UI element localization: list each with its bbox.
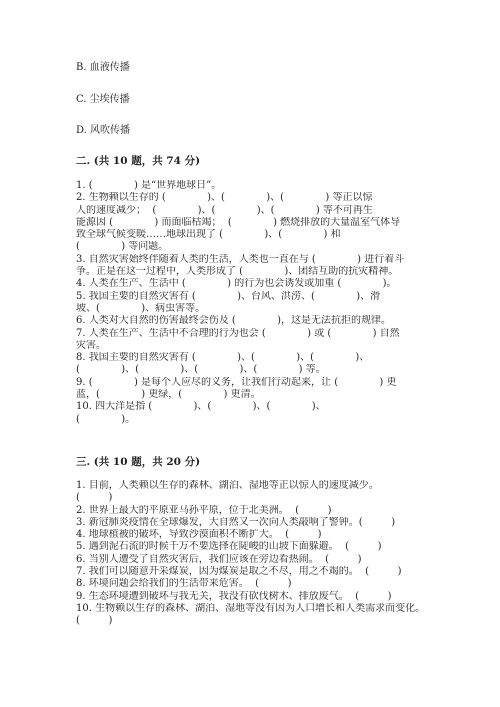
option-c: C. 尘埃传播: [76, 94, 130, 105]
text-line: 争。正是在这一过程中，人类形成了 ( )、团结互助的抗灾精神。: [76, 266, 399, 278]
text-line: 7. 人类在生产、生活中不合理的行为也会 ( ) 或 ( ) 自然: [76, 327, 400, 339]
text-line: 6. 人类对大自然的伤害最终会伤及 ( )，这是无法抗拒的规律。: [76, 315, 392, 327]
text-line: 5. 遇到泥石流的时候千万不要选择在陡峻的山坡下面躲避。 ( ): [76, 541, 382, 553]
text-line: ( )。: [76, 413, 136, 425]
option-b: B. 血液传播: [76, 62, 130, 73]
text-line: 4. 人类在生产、生活中 ( ) 的行为也会诱发或加重 ( )。: [76, 278, 397, 290]
text-line: 3. 新冠肺炎疫情在全球爆发，大自然又一次向人类敲响了警钟。( ): [76, 516, 396, 528]
section-2-body: [76, 180, 436, 426]
text-line: 3. 自然灾害始终伴随着人类的生活，人类也一直在与 ( ) 进行着斗: [76, 253, 405, 265]
text-line: 坡、( )、病虫害等。: [76, 302, 206, 314]
text-line: ( )、( )、( )、( ) 等。: [76, 364, 326, 376]
text-line: 7. 我们可以随意开采煤炭，因为煤炭是取之不尽，用之不竭的。 ( ): [76, 566, 402, 578]
text-line: 6. 当别人遭受了自然灾害后，我们应该在旁边看热闹。 ( ): [76, 553, 362, 565]
text-line: 人的速度减少； ( )、( )、( ) 等不可再生: [76, 204, 373, 216]
text-line: 能源因 ( ) 而面临枯竭； ( ) 燃烧排放的大量温室气体导: [76, 216, 401, 228]
section-3-body: [76, 480, 436, 628]
text-line: 2. 世界上最大的平原亚马孙平原，位于北美洲。 ( ): [76, 504, 332, 516]
text-line: 8. 环境问题会给我们的生活带来危害。 ( ): [76, 578, 292, 590]
text-line: ( ) 等问题。: [76, 241, 169, 253]
text-line: 9. ( ) 是每个人应尽的义务，让我们行动起来，让 ( ) 更: [76, 376, 397, 388]
text-line: ( ): [76, 492, 113, 504]
text-line: 10. 生物赖以生存的森林、湖泊、湿地等没有因为人口增长和人类需求而变化。: [76, 602, 426, 614]
text-line: 致全球气候变暖……地球出现了 ( )、( ) 和: [76, 229, 341, 241]
text-line: 9. 生态环境遭到破坏与我无关，我没有砍伐树木、排放废气。 ( ): [76, 590, 392, 602]
text-line: ( ): [76, 615, 113, 627]
text-line: 1. 目前，人类赖以生存的森林、湖泊、湿地等正以惊人的速度减少。: [76, 480, 379, 491]
text-line: 灾害。: [76, 339, 106, 351]
text-line: 蓝，( ) 更绿，( ) 更清。: [76, 389, 261, 401]
text-line: 10. 四大洋是指 ( )、( )、( )、: [76, 401, 326, 413]
text-line: 5. 我国主要的自然灾害有 ( )、台风、洪涝、( )、滑: [76, 290, 381, 302]
text-line: 2. 生物赖以生存的 ( )、( )、( ) 等正以惊: [76, 192, 373, 204]
option-d: D. 风吹传播: [76, 125, 131, 136]
section-2-heading: 二. (共 10 题，共 74 分): [76, 155, 201, 167]
section-3-heading: 三. (共 10 题，共 20 分): [76, 456, 201, 468]
text-line: 4. 地球植被的破坏，导致沙漠面积不断扩大。 ( ): [76, 529, 322, 541]
text-line: 8. 我国主要的自然灾害有 ( )、( )、( )、: [76, 352, 370, 364]
text-line: 1. ( ) 是“世界地球日”。: [76, 180, 222, 191]
